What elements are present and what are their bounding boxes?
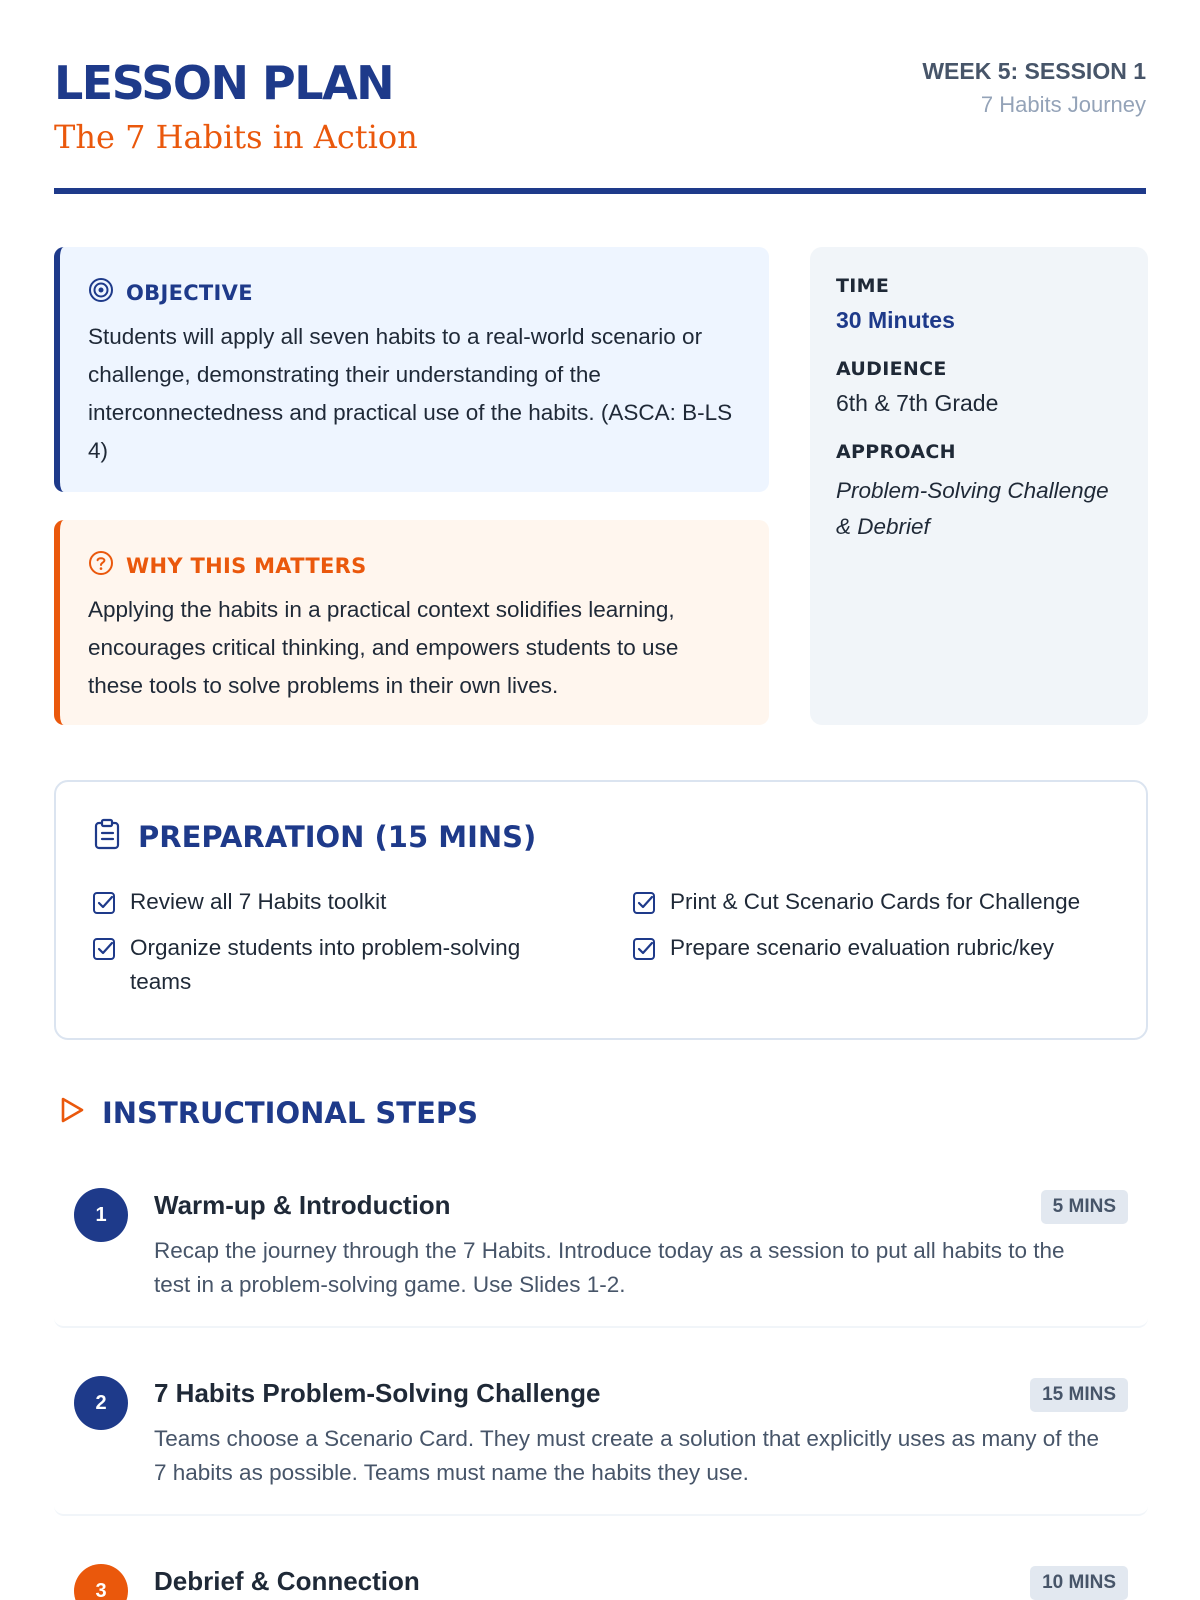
preparation-list [92, 885, 1110, 1005]
step-description: Teams choose a Scenario Card. They must create a solution that explicitly uses as many of the 7 habits as possible. Teams must name the habits they use. [154, 1426, 1100, 1485]
why-text: Applying the habits in a practical context solidifies learning, encourages critical thinking, and empowers students to use these tools to solve problems in their own lives. [88, 597, 679, 698]
approach-label: APPROACH [836, 441, 956, 463]
step-row [54, 1358, 1148, 1516]
preparation-header [92, 818, 1110, 855]
series-label: 7 Habits Journey [980, 92, 1146, 117]
clipboard-icon [92, 818, 122, 855]
duration-badge: 10 MINS [1030, 1566, 1128, 1600]
preparation-item-text: Organize students into problem-solving teams [130, 935, 521, 994]
preparation-item-text: Prepare scenario evaluation rubric/key [670, 935, 1054, 960]
audience-value: 6th & 7th Grade [836, 390, 999, 416]
question-circle-icon [88, 550, 114, 581]
session-label: WEEK 5: SESSION 1 [922, 58, 1146, 84]
objective-card [54, 247, 769, 492]
preparation-card [54, 780, 1148, 1040]
time-label: TIME [836, 275, 890, 297]
steps-header [58, 1095, 478, 1130]
step-number: 1 [74, 1188, 128, 1242]
objective-text: Students will apply all seven habits to a real-world scenario or challenge, demonstrating their understanding of the interconnectedness and practical use of the habits. (ASCA: B-LS 4) [88, 324, 733, 463]
objective-label: OBJECTIVE [126, 280, 253, 305]
why-label: WHY THIS MATTERS [126, 553, 367, 578]
preparation-item [632, 885, 1102, 920]
checkbox-icon [92, 937, 116, 966]
time-value: 30 Minutes [836, 307, 955, 333]
page-title: LESSON PLAN [54, 56, 394, 110]
steps-title: INSTRUCTIONAL STEPS [102, 1095, 479, 1130]
preparation-item-text: Review all 7 Habits toolkit [130, 889, 387, 914]
checkbox-icon [92, 891, 116, 920]
objective-header [88, 277, 739, 308]
audience-label: AUDIENCE [836, 358, 947, 380]
info-card [810, 247, 1148, 725]
step-row [54, 1170, 1148, 1328]
step-number: 3 [74, 1564, 128, 1600]
duration-badge: 15 MINS [1030, 1378, 1128, 1412]
preparation-item-text: Print & Cut Scenario Cards for Challenge [670, 889, 1081, 914]
step-number: 2 [74, 1376, 128, 1430]
header [54, 0, 1146, 194]
approach-value: Problem-Solving Challenge & Debrief [836, 478, 1109, 539]
preparation-item [92, 931, 562, 999]
preparation-title: PREPARATION (15 MINS) [138, 819, 537, 854]
why-card [54, 520, 769, 725]
why-header [88, 550, 739, 581]
page-subtitle: The 7 Habits in Action [54, 118, 418, 156]
step-title: Debrief & Connection [154, 1566, 420, 1596]
step-title: 7 Habits Problem-Solving Challenge [154, 1378, 601, 1408]
preparation-item [632, 931, 1102, 966]
checkbox-icon [632, 891, 656, 920]
target-icon [88, 277, 114, 308]
duration-badge: 5 MINS [1041, 1190, 1128, 1224]
step-title: Warm-up & Introduction [154, 1190, 451, 1220]
step-description: Recap the journey through the 7 Habits. Introduce today as a session to put all habits to the test in a problem-solving game. Use Slides 1-2. [154, 1238, 1065, 1297]
preparation-item [92, 885, 562, 920]
step-row [54, 1546, 1148, 1600]
checkbox-icon [632, 937, 656, 966]
play-icon [58, 1095, 86, 1130]
